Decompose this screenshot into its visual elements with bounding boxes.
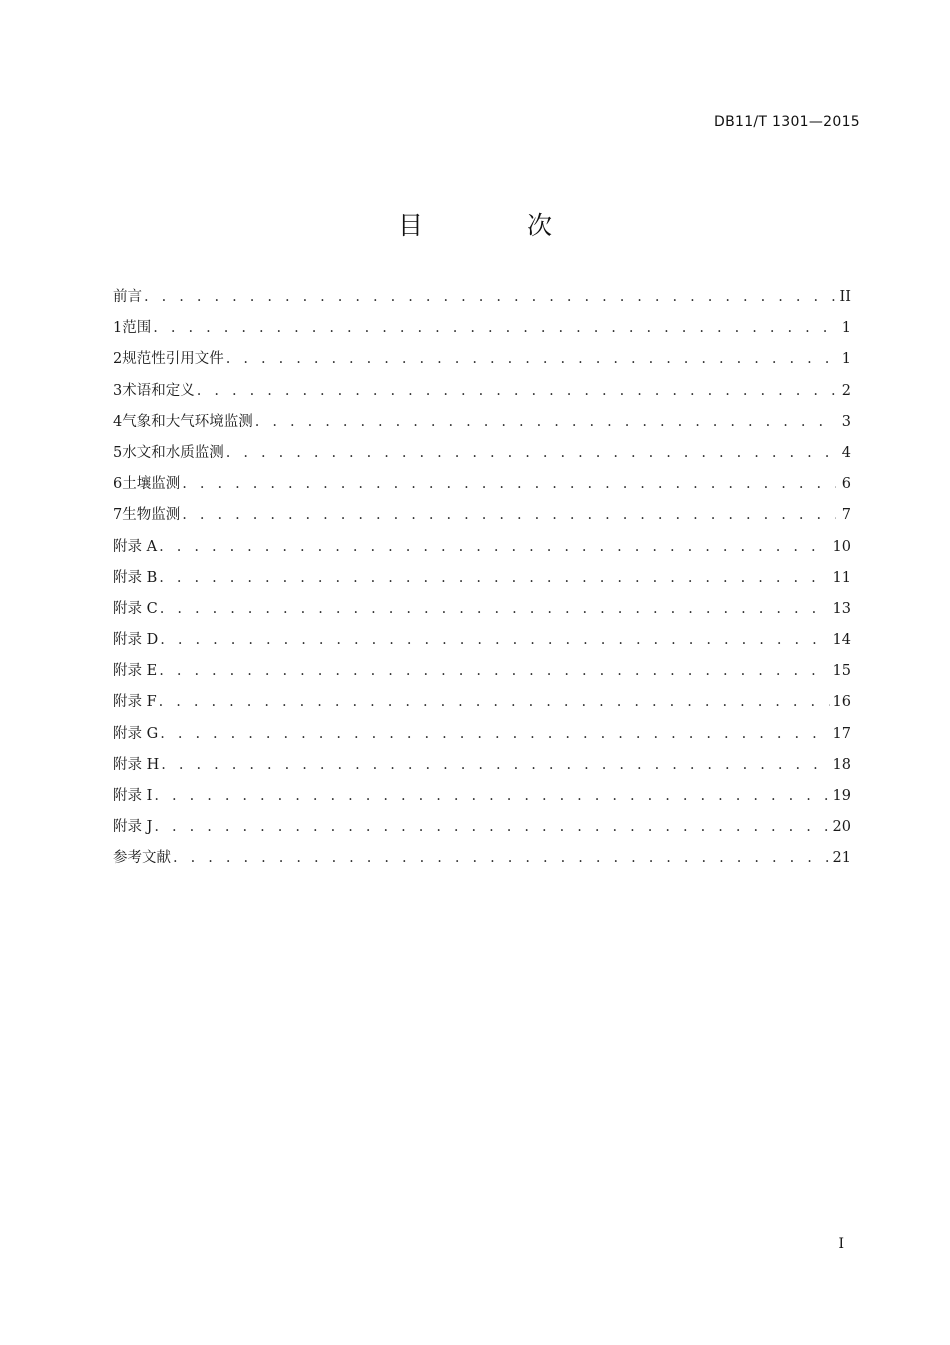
- toc-leader-dots: [154, 788, 829, 804]
- toc-entry-label: 附录 F: [113, 694, 157, 711]
- toc-entry-appendix-h[interactable]: [113, 753, 851, 784]
- toc-entry-label: 参考文献: [113, 850, 171, 867]
- toc-entry-label: 附录 A: [113, 538, 158, 555]
- toc-entry-number: 1: [113, 320, 123, 337]
- toc-entry-page: II: [839, 289, 851, 305]
- toc-entry-label: 附录 I: [113, 788, 153, 804]
- toc-entry-page: 11: [832, 569, 851, 586]
- toc-leader-dots: [159, 663, 829, 679]
- toc-leader-dots: [160, 726, 829, 742]
- toc-entry-page: 18: [832, 756, 851, 773]
- toc-entry-page: 13: [832, 600, 851, 617]
- toc-entry-page: 14: [832, 632, 851, 649]
- toc-entry-label: 附录 J: [113, 819, 153, 836]
- toc-entry-label: 附录 G: [113, 725, 159, 742]
- document-code: DB11/T 1301—2015: [714, 114, 860, 130]
- toc-entry-number: 4: [113, 413, 123, 430]
- toc-entry-label: 附录 H: [113, 756, 160, 773]
- toc-entry-meteorology-atmosphere[interactable]: [113, 410, 851, 441]
- toc-entry-scope[interactable]: [113, 316, 851, 347]
- toc-entry-page: 1: [841, 320, 851, 337]
- toc-entry-page: 16: [832, 694, 851, 711]
- toc-entry-page: 3: [841, 413, 851, 430]
- toc-entry-appendix-g[interactable]: [113, 722, 851, 753]
- toc-leader-dots: [197, 383, 836, 399]
- page-number: I: [838, 1236, 844, 1252]
- toc-entry-number: 5: [113, 444, 123, 461]
- toc-entry-normative-references[interactable]: [113, 347, 851, 378]
- toc-entry-page: 21: [832, 850, 851, 867]
- toc-entry-biology[interactable]: [113, 503, 851, 534]
- toc-entry-number: 3: [113, 382, 123, 399]
- toc-leader-dots: [161, 757, 829, 773]
- toc-entry-label: 附录 C: [113, 600, 158, 617]
- toc-leader-dots: [255, 414, 836, 430]
- table-of-contents: [113, 285, 851, 878]
- toc-entry-soil[interactable]: [113, 472, 851, 503]
- toc-entry-label: 气象和大气环境监测: [122, 413, 253, 430]
- toc-title: 目 次: [398, 211, 600, 240]
- toc-entry-page: 4: [841, 444, 851, 461]
- toc-entry-appendix-a[interactable]: [113, 535, 851, 566]
- toc-leader-dots: [159, 539, 829, 555]
- toc-entry-label: 附录 B: [113, 569, 158, 586]
- toc-leader-dots: [226, 445, 836, 461]
- toc-entry-label: 前言: [113, 289, 142, 305]
- toc-entry-bibliography[interactable]: [113, 846, 851, 877]
- toc-entry-label: 范围: [122, 320, 152, 337]
- toc-leader-dots: [144, 289, 836, 305]
- toc-entry-appendix-c[interactable]: [113, 597, 851, 628]
- toc-entry-page: 2: [841, 382, 851, 399]
- toc-entry-hydrology-water-quality[interactable]: [113, 441, 851, 472]
- toc-leader-dots: [226, 351, 836, 367]
- toc-entry-appendix-e[interactable]: [113, 659, 851, 690]
- toc-leader-dots: [160, 632, 829, 648]
- toc-entry-label: 土壤监测: [122, 476, 181, 493]
- toc-leader-dots: [159, 570, 829, 586]
- toc-entry-number: 2: [113, 351, 123, 368]
- toc-entry-page: 1: [841, 351, 851, 368]
- toc-leader-dots: [182, 507, 836, 523]
- toc-entry-appendix-d[interactable]: [113, 628, 851, 659]
- toc-leader-dots: [159, 694, 830, 710]
- toc-leader-dots: [160, 601, 830, 617]
- toc-entry-terms-definitions[interactable]: [113, 379, 851, 410]
- toc-entry-page: 15: [832, 663, 851, 680]
- toc-entry-appendix-j[interactable]: [113, 815, 851, 846]
- toc-entry-page: 17: [832, 725, 851, 742]
- toc-entry-label: 规范性引用文件: [122, 351, 224, 368]
- toc-entry-page: 6: [841, 476, 851, 493]
- toc-leader-dots: [154, 819, 829, 835]
- toc-entry-number: 7: [113, 507, 123, 524]
- toc-leader-dots: [182, 476, 836, 492]
- toc-entry-label: 术语和定义: [122, 382, 195, 399]
- toc-entry-page: 10: [832, 538, 851, 555]
- toc-entry-appendix-f[interactable]: [113, 690, 851, 721]
- toc-entry-label: 附录 D: [113, 632, 159, 649]
- toc-entry-foreword[interactable]: [113, 285, 851, 316]
- toc-entry-label: 水文和水质监测: [122, 444, 224, 461]
- toc-leader-dots: [173, 850, 830, 866]
- toc-leader-dots: [153, 320, 836, 336]
- toc-entry-page: 20: [832, 819, 851, 836]
- toc-entry-number: 6: [113, 476, 123, 493]
- toc-entry-label: 生物监测: [122, 507, 181, 524]
- toc-entry-appendix-b[interactable]: [113, 566, 851, 597]
- toc-entry-page: 19: [832, 788, 851, 804]
- toc-entry-appendix-i[interactable]: [113, 784, 851, 815]
- toc-entry-label: 附录 E: [113, 663, 158, 680]
- toc-entry-page: 7: [841, 507, 851, 524]
